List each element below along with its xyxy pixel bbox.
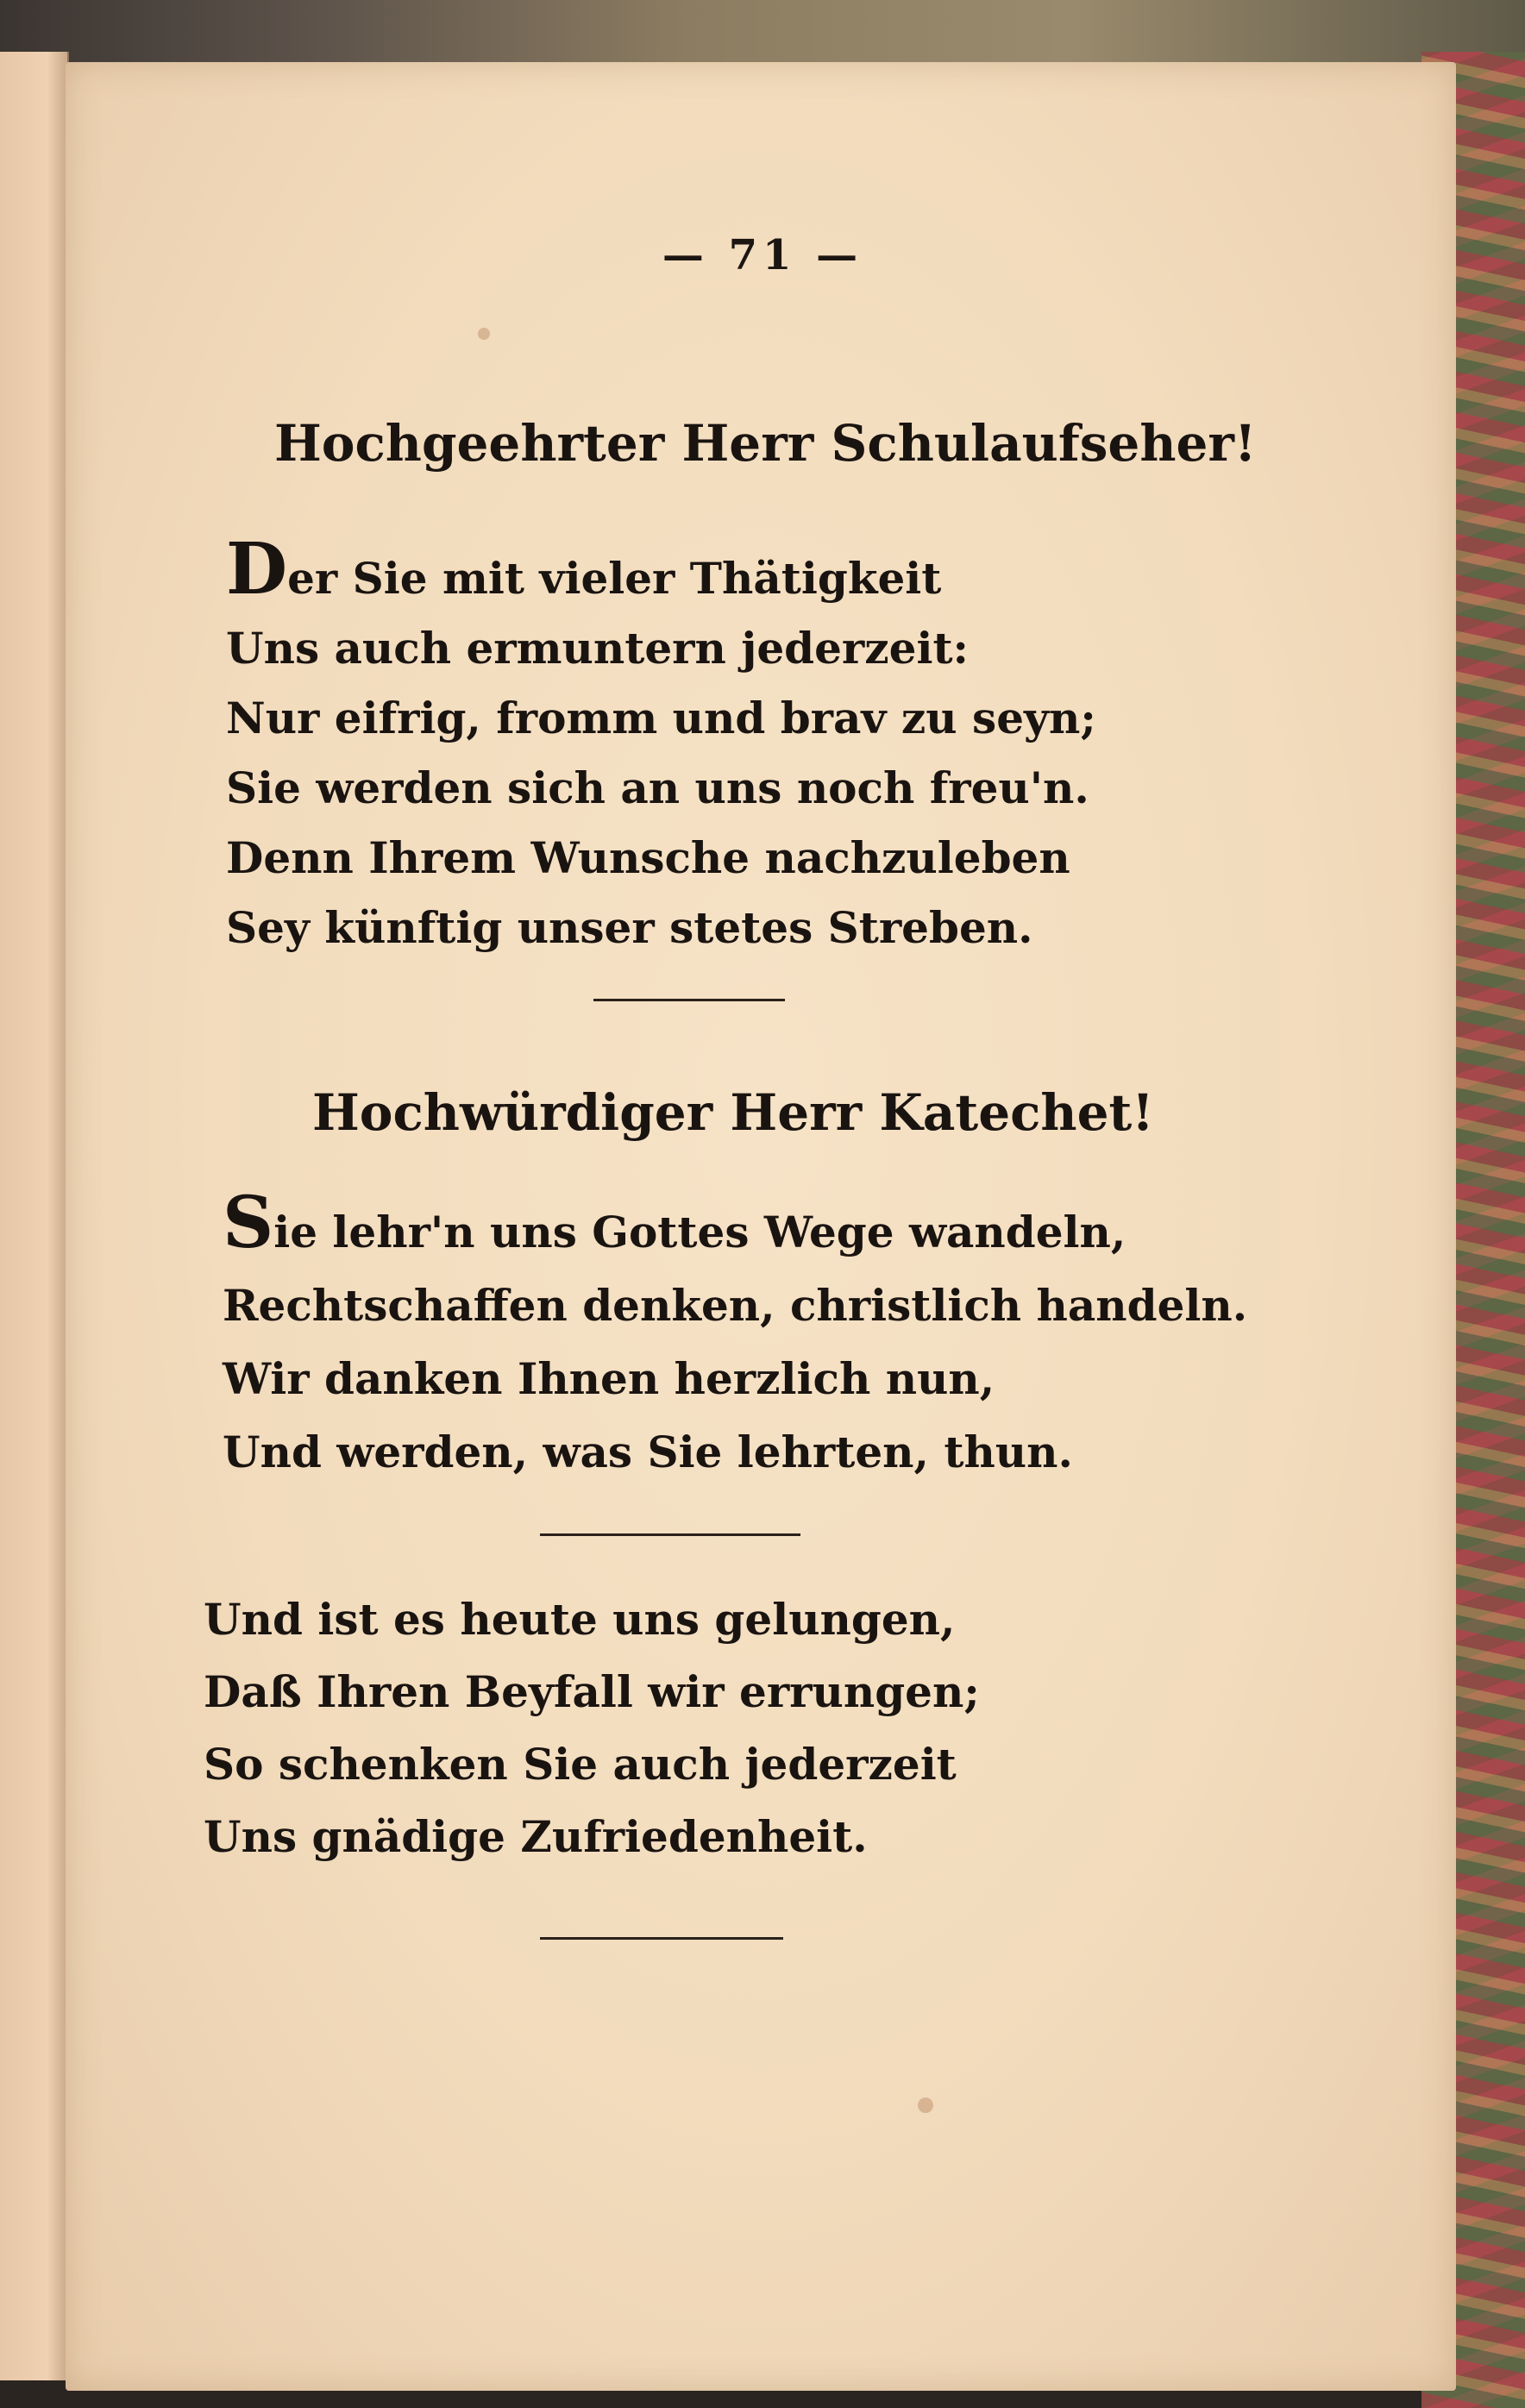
section1-title: Hochgeehrter Herr Schulaufseher! — [274, 414, 1257, 473]
paper-stain — [478, 328, 490, 340]
section-divider — [593, 999, 785, 1001]
verse-line: Sey künftig unser stetes Streben. — [226, 902, 1033, 953]
section3-verse — [204, 1583, 980, 1873]
paper-stain — [918, 2098, 933, 2113]
dropcap: D — [226, 528, 288, 611]
verse-line: Nur eifrig, fromm und brav zu seyn; — [226, 693, 1096, 743]
verse-line — [226, 528, 1096, 613]
verse-line: Und werden, was Sie lehrten, thun. — [223, 1427, 1073, 1477]
verse-line: Daß Ihren Beyfall wir errungen; — [204, 1666, 980, 1717]
verse-line: Und ist es heute uns gelungen, — [204, 1594, 956, 1645]
dropcap: S — [223, 1182, 274, 1264]
verse-line: Uns auch ermuntern jederzeit: — [226, 623, 970, 674]
section2-verse — [223, 1182, 1248, 1489]
book-top-edge — [0, 0, 1525, 69]
verse-line — [223, 1182, 1247, 1269]
left-page-edge — [0, 52, 69, 2380]
verse-line: So schenken Sie auch jederzeit — [204, 1739, 957, 1790]
section2-title: Hochwürdiger Herr Katechet! — [312, 1083, 1154, 1142]
verse-line: Uns gnädige Zufriedenheit. — [204, 1811, 868, 1862]
verse-line: Wir danken Ihnen herzlich nun, — [223, 1353, 995, 1404]
section-divider — [540, 1937, 783, 1940]
page-number: — 71 — — [662, 231, 863, 279]
section1-verse — [226, 528, 1096, 963]
verse-line-text: er Sie mit vieler Thätigkeit — [287, 553, 942, 604]
section-divider — [540, 1533, 800, 1536]
verse-line-text: ie lehr'n uns Gottes Wege wandeln, — [273, 1207, 1126, 1257]
verse-line: Sie werden sich an uns noch freu'n. — [226, 762, 1089, 813]
verse-line: Denn Ihrem Wunsche nachzuleben — [226, 832, 1070, 883]
verse-line: Rechtschaffen denken, christlich handeln. — [223, 1280, 1248, 1331]
